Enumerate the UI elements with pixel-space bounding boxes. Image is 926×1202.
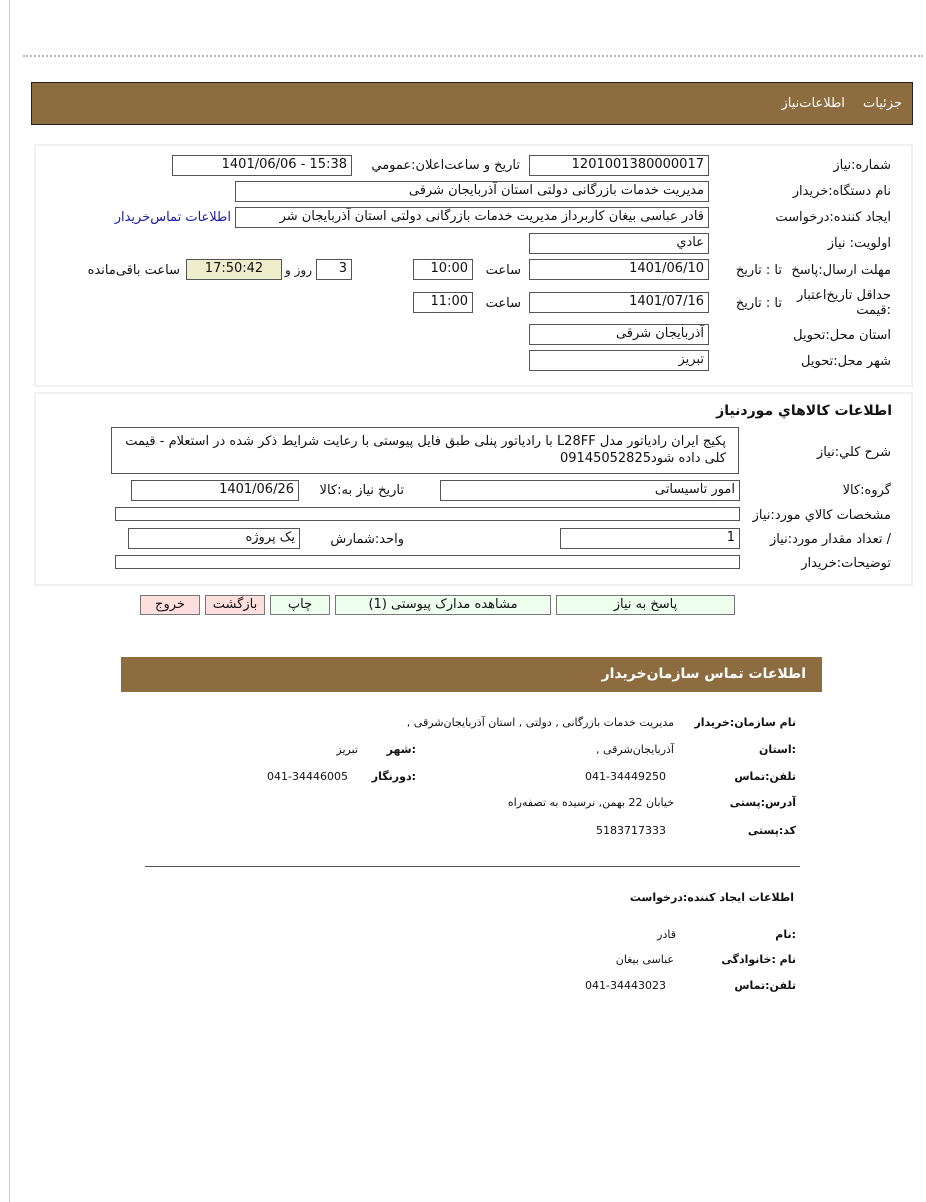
print-button[interactable]: چاپ xyxy=(270,595,330,615)
announce-date-field: 1401/06/06 - 15:38 xyxy=(172,155,352,176)
exit-button[interactable]: خروج xyxy=(140,595,200,615)
quantity-label: / تعداد مقدار مورد:نیاز xyxy=(769,532,891,547)
need-date-field: 1401/06/26 xyxy=(131,480,299,501)
buyer-fax-value: 041-34446005 xyxy=(267,770,348,783)
goods-group-label: گروه:کالا xyxy=(842,483,891,498)
buyer-province-value: آذربایجان‌شرقی , xyxy=(596,743,674,756)
deadline-label: مهلت ارسال:پاسخ xyxy=(791,263,891,278)
price-validity-to-date-label: تا : تاریخ xyxy=(735,296,782,311)
unit-label: واحد:شمارش xyxy=(330,532,404,547)
buyer-city-value: تبریز xyxy=(336,743,358,756)
buyer-notes-label: توضیحات:خریدار xyxy=(801,556,891,571)
need-number-label: شماره:نیاز xyxy=(833,158,891,173)
creator-phone-label: تلفن:تماس xyxy=(734,979,796,992)
buyer-city-label: :شهر xyxy=(386,743,416,756)
creator-family-label: نام :خانوادگی xyxy=(721,953,796,966)
goods-specs-label: مشخصات کالاي مورد:نياز xyxy=(752,508,891,523)
page-left-border xyxy=(9,0,10,1202)
creator-label: ایجاد کننده:درخواست xyxy=(775,210,891,225)
quantity-field: 1 xyxy=(560,528,740,549)
priority-label: اولویت: نیاز xyxy=(827,236,891,251)
price-validity-label: حداقل تاریخ‌اعتبار :قیمت xyxy=(797,288,891,318)
tab-details[interactable]: جزئیات xyxy=(863,96,902,111)
deadline-to-date-label: تا : تاریخ xyxy=(735,263,782,278)
buyer-postal-label: کد:پستی xyxy=(747,824,796,837)
goods-group-field: امور تاسیساتی xyxy=(440,480,740,501)
days-and-label: روز و xyxy=(285,263,312,277)
buyer-org-name-value: مدیریت خدمات بازرگانی , دولتی , استان آذربایجان‌شرقی , xyxy=(406,716,674,729)
deadline-time-field: 10:00 xyxy=(413,259,473,280)
creator-phone-value: 041-34443023 xyxy=(585,979,666,992)
view-attachments-button[interactable]: مشاهده مدارک پیوستی (1) xyxy=(335,595,551,615)
buyer-org-label: نام دستگاه:خريدار xyxy=(792,184,891,199)
creator-info-title: اطلاعات ایجاد کننده:درخواست xyxy=(629,891,794,904)
days-remaining-field: 3 xyxy=(316,259,352,280)
creator-family-value: عباسی بیغان xyxy=(615,953,674,966)
delivery-province-label: استان محل:تحویل xyxy=(793,328,891,343)
reply-button[interactable]: پاسخ به نیاز xyxy=(556,595,735,615)
buyer-contact-title: اطلاعات تماس سازمان‌خریدار xyxy=(601,666,806,682)
priority-field: عادي xyxy=(529,233,709,254)
goods-desc-label: شرح کلي:نياز xyxy=(816,445,891,460)
dotted-divider xyxy=(23,55,923,57)
deadline-date-field: 1401/06/10 xyxy=(529,259,709,280)
deadline-time-label: ساعت xyxy=(485,263,521,278)
creator-name-value: قادر xyxy=(657,928,676,941)
buyer-org-name-label: نام سازمان:خریدار xyxy=(694,716,796,729)
goods-specs-field xyxy=(115,507,740,521)
goods-section-title: اطلاعات کالاهاي مورد‌نیاز xyxy=(716,403,892,419)
announce-date-label: تاریخ و ساعت‌اعلان:عمومي xyxy=(371,158,520,173)
countdown-timer: 17:50:42 xyxy=(186,259,282,280)
buyer-postal-value: 5183717333 xyxy=(596,824,666,837)
section-divider xyxy=(145,866,800,867)
price-validity-date-field: 1401/07/16 xyxy=(529,292,709,313)
creator-name-label: :نام xyxy=(775,928,796,941)
buyer-notes-field xyxy=(115,555,740,569)
delivery-city-field: تبریز xyxy=(529,350,709,371)
buyer-org-field: مدیریت خدمات بازرگانی دولتی استان آذربایجان شرقی xyxy=(235,181,709,202)
price-validity-time-label: ساعت xyxy=(485,296,521,311)
unit-field: یک پروژه xyxy=(128,528,300,549)
goods-desc-field: پکیج ایران رادیاتور مدل L28FF با رادیاتور پنلی طبق فایل پیوستی با رعایت شرایط ذکر شده در استعلام - قیمت کلی داده شود09145052825 xyxy=(111,427,739,474)
buyer-fax-label: :دورنگار xyxy=(371,770,416,783)
buyer-province-label: :استان xyxy=(759,743,796,756)
details-header-bar xyxy=(31,82,913,125)
tab-need-info[interactable]: اطلاعات‌نیاز xyxy=(781,96,845,111)
time-remaining-label: ساعت باقی‌مانده xyxy=(87,263,180,278)
buyer-contact-header xyxy=(121,657,822,692)
delivery-city-label: شهر محل:تحویل xyxy=(801,354,891,369)
buyer-address-value: خیابان 22 بهمن, نرسیده به تصفه‌راه xyxy=(507,796,674,809)
price-validity-time-field: 11:00 xyxy=(413,292,473,313)
buyer-address-label: آدرس:پستی xyxy=(729,796,796,809)
creator-field: قادر عباسی بیغان کاربرداز مدیریت خدمات بازرگانی دولتی استان آذربایجان شر xyxy=(235,207,709,228)
need-date-label: تاریخ نیاز به:کالا xyxy=(319,483,404,498)
buyer-phone-label: تلفن:تماس xyxy=(734,770,796,783)
need-number-field: 1201001380000017 xyxy=(529,155,709,176)
buyer-contact-link[interactable]: اطلاعات تماس‌خريدار xyxy=(114,210,231,225)
buyer-phone-value: 041-34449250 xyxy=(585,770,666,783)
back-button[interactable]: بازگشت xyxy=(205,595,265,615)
delivery-province-field: آذربایجان شرقی xyxy=(529,324,709,345)
